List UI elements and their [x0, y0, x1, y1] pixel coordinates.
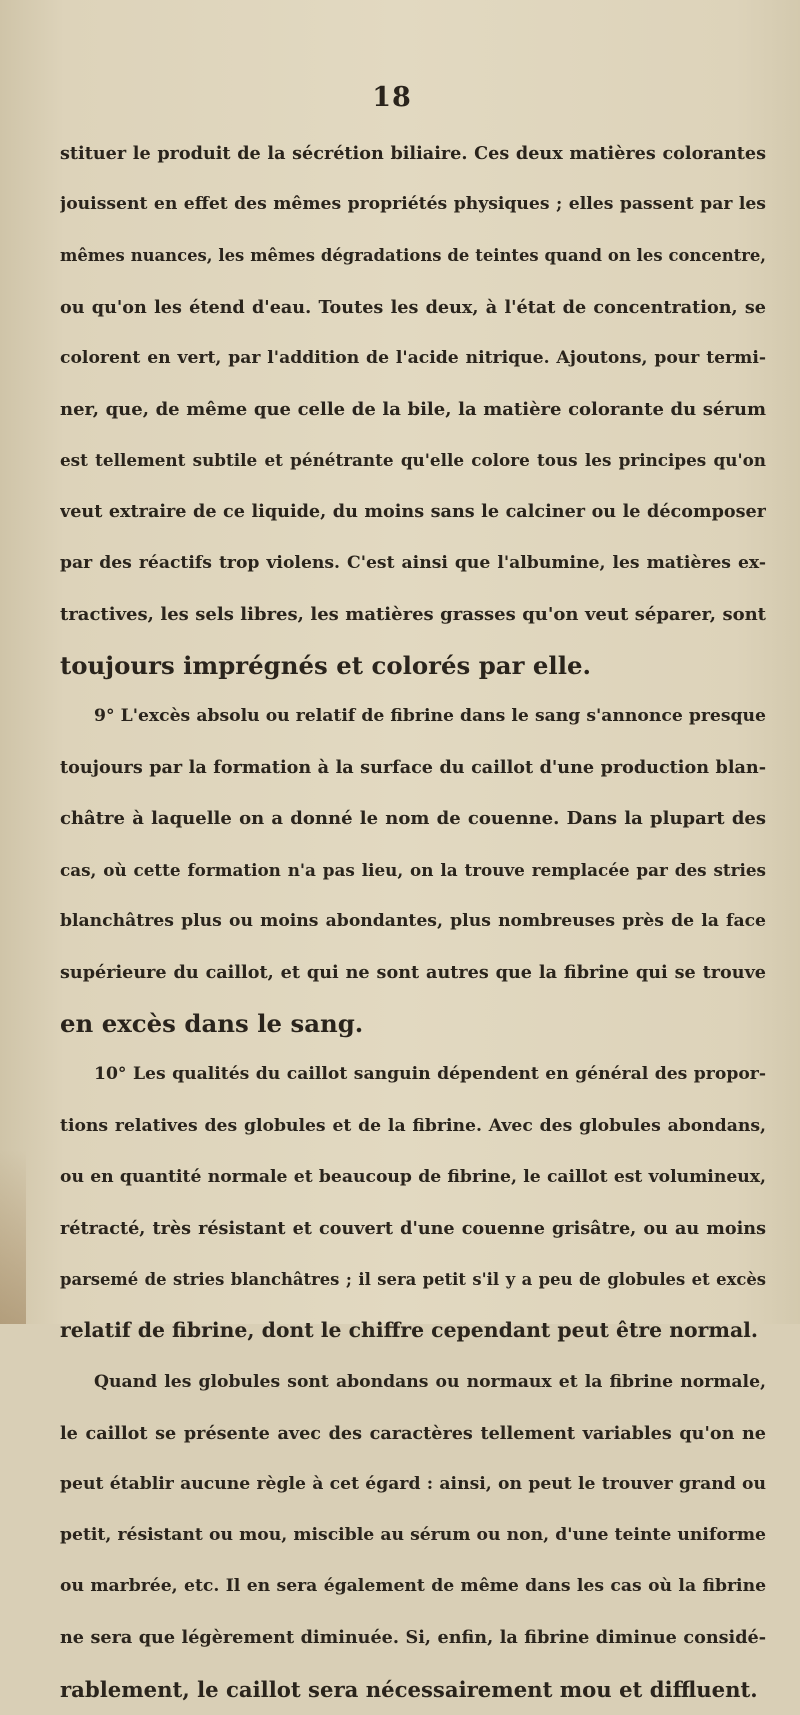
text-line: stituer le produit de la sécrétion biliaire. Ces deux matières colorantes — [60, 143, 766, 164]
text-line: Quand les globules sont abondans ou normaux et la fibrine normale, — [94, 1371, 766, 1392]
text-line: par des réactifs trop violens. C'est ainsi que l'albumine, les matières ex- — [60, 552, 766, 573]
text-line: ou en quantité normale et beaucoup de fibrine, le caillot est volumineux, — [60, 1166, 766, 1187]
text-line: jouissent en effet des mêmes propriétés physiques ; elles passent par les — [60, 194, 766, 215]
text-line: colorent en vert, par l'addition de l'acide nitrique. Ajoutons, pour termi- — [60, 347, 766, 368]
text-line: le caillot se présente avec des caractères tellement variables qu'on ne — [60, 1422, 766, 1444]
text-line: rablement, le caillot sera nécessairement mou et diffluent. — [60, 1676, 758, 1702]
page-number: 18 — [372, 82, 412, 113]
text-line: parsemé de stries blanchâtres ; il sera petit s'il y a peu de globules et excès — [60, 1270, 766, 1290]
text-line: peut établir aucune règle à cet égard : ainsi, on peut le trouver grand ou — [60, 1473, 766, 1494]
text-line: petit, résistant ou mou, miscible au sérum ou non, d'une teinte uniforme — [60, 1525, 766, 1546]
text-line: en excès dans le sang. — [60, 1009, 364, 1039]
text-line: rétracté, très résistant et couvert d'une couenne grisâtre, ou au moins — [60, 1217, 766, 1239]
text-line: toujours imprégnés et colorés par elle. — [60, 650, 591, 680]
text-line: 10° Les qualités du caillot sanguin dépendent en général des propor- — [94, 1064, 766, 1085]
text-line: tractives, les sels libres, les matières grasses qu'on veut séparer, sont — [60, 603, 766, 625]
text-line: ne sera que légèrement diminuée. Si, enfin, la fibrine diminue considé- — [60, 1627, 766, 1649]
text-line: tions relatives des globules et de la fibrine. Avec des globules abondans, — [60, 1115, 766, 1136]
text-line: cas, où cette formation n'a pas lieu, on la trouve remplacée par des stries — [60, 859, 766, 880]
text-line: toujours par la formation à la surface du caillot d'une production blan- — [60, 757, 766, 779]
text-line: ou marbrée, etc. Il en sera également de même dans les cas où la fibrine — [60, 1576, 766, 1597]
text-line: ou qu'on les étend d'eau. Toutes les deux, à l'état de concentration, se — [60, 296, 766, 318]
text-line: veut extraire de ce liquide, du moins sans le calciner ou le décomposer — [60, 501, 766, 523]
text-line: ner, que, de même que celle de la bile, la matière colorante du sérum — [60, 398, 766, 420]
text-line: supérieure du caillot, et qui ne sont autres que la fibrine qui se trouve — [60, 962, 766, 983]
text-line: mêmes nuances, les mêmes dégradations de teintes quand on les concentre, — [60, 246, 766, 266]
text-line: est tellement subtile et pénétrante qu'elle colore tous les principes qu'on — [60, 450, 766, 471]
text-line: 9° L'excès absolu ou relatif de fibrine dans le sang s'annonce presque — [94, 706, 766, 727]
page-stain — [0, 1150, 26, 1324]
body-text — [60, 128, 766, 1715]
text-line: blanchâtres plus ou moins abondantes, plus nombreuses près de la face — [60, 910, 766, 931]
text-line: châtre à laquelle on a donné le nom de couenne. Dans la plupart des — [60, 808, 766, 830]
text-line: relatif de fibrine, dont le chiffre cependant peut être normal. — [60, 1318, 759, 1343]
